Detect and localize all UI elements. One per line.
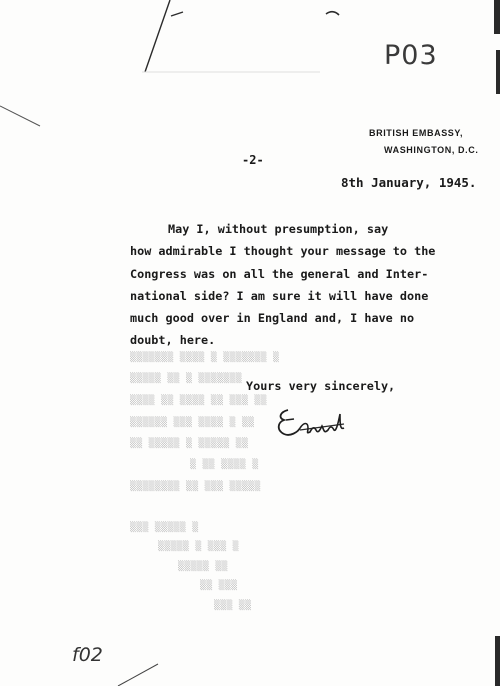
handwritten-reference-top: P03: [384, 40, 438, 71]
show-through-line: ▒▒▒▒▒ ▒ ▒▒▒ ▒: [158, 541, 239, 552]
pen-tick: [171, 12, 183, 16]
letter-date: 8th January, 1945.: [341, 175, 477, 190]
handwritten-reference-bottom: f02: [72, 644, 103, 666]
page-number: -2-: [242, 153, 264, 167]
show-through-line: ▒ ▒▒ ▒▒▒▒ ▒: [190, 459, 259, 470]
margin-tab: [496, 50, 500, 94]
show-through-line: ▒▒▒ ▒▒▒▒▒ ▒: [130, 522, 199, 533]
closing-salutation: Yours very sincerely,: [246, 379, 396, 393]
letterhead-line1: BRITISH EMBASSY,: [369, 128, 464, 138]
show-through-line: ▒▒ ▒▒▒▒▒ ▒ ▒▒▒▒▒ ▒▒: [130, 438, 249, 449]
show-through-line: ▒▒ ▒▒▒: [200, 580, 238, 591]
show-through-line: ▒▒▒▒▒▒ ▒▒▒ ▒▒▒▒ ▒ ▒▒: [130, 417, 255, 428]
letter-body: [130, 218, 450, 352]
show-through-line: ▒▒▒▒▒ ▒▒: [178, 561, 228, 572]
edge-mark: [0, 106, 40, 126]
show-through-line: ▒▒▒▒▒ ▒▒ ▒ ▒▒▒▒▒▒▒: [130, 373, 242, 384]
margin-tab: [494, 0, 500, 34]
body-line: doubt, here.: [130, 333, 216, 348]
body-line: how admirable I thought your message to the: [130, 244, 436, 259]
top-smudge: [326, 12, 339, 15]
body-line: much good over in England and, I have no: [130, 311, 415, 326]
body-line: national side? I am sure it will have done: [130, 288, 429, 303]
show-through-line: ▒▒▒▒▒▒▒▒ ▒▒ ▒▒▒ ▒▒▒▒▒: [130, 481, 261, 492]
margin-tab: [495, 636, 500, 686]
body-line: May I, without presumption, say: [168, 222, 389, 236]
pen-stroke: [145, 0, 170, 72]
bottom-stroke: [118, 664, 158, 686]
show-through-line: ▒▒▒ ▒▒: [214, 600, 252, 611]
show-through-line: ▒▒▒▒▒▒▒ ▒▒▒▒ ▒ ▒▒▒▒▒▒▒ ▒: [130, 352, 280, 363]
show-through-line: ▒▒▒▒ ▒▒ ▒▒▒▒ ▒▒ ▒▒▒ ▒▒: [130, 395, 267, 406]
body-line: Congress was on all the general and Inter-: [130, 266, 429, 281]
letterhead-line2: WASHINGTON, D.C.: [384, 145, 479, 155]
signature: [272, 404, 352, 448]
